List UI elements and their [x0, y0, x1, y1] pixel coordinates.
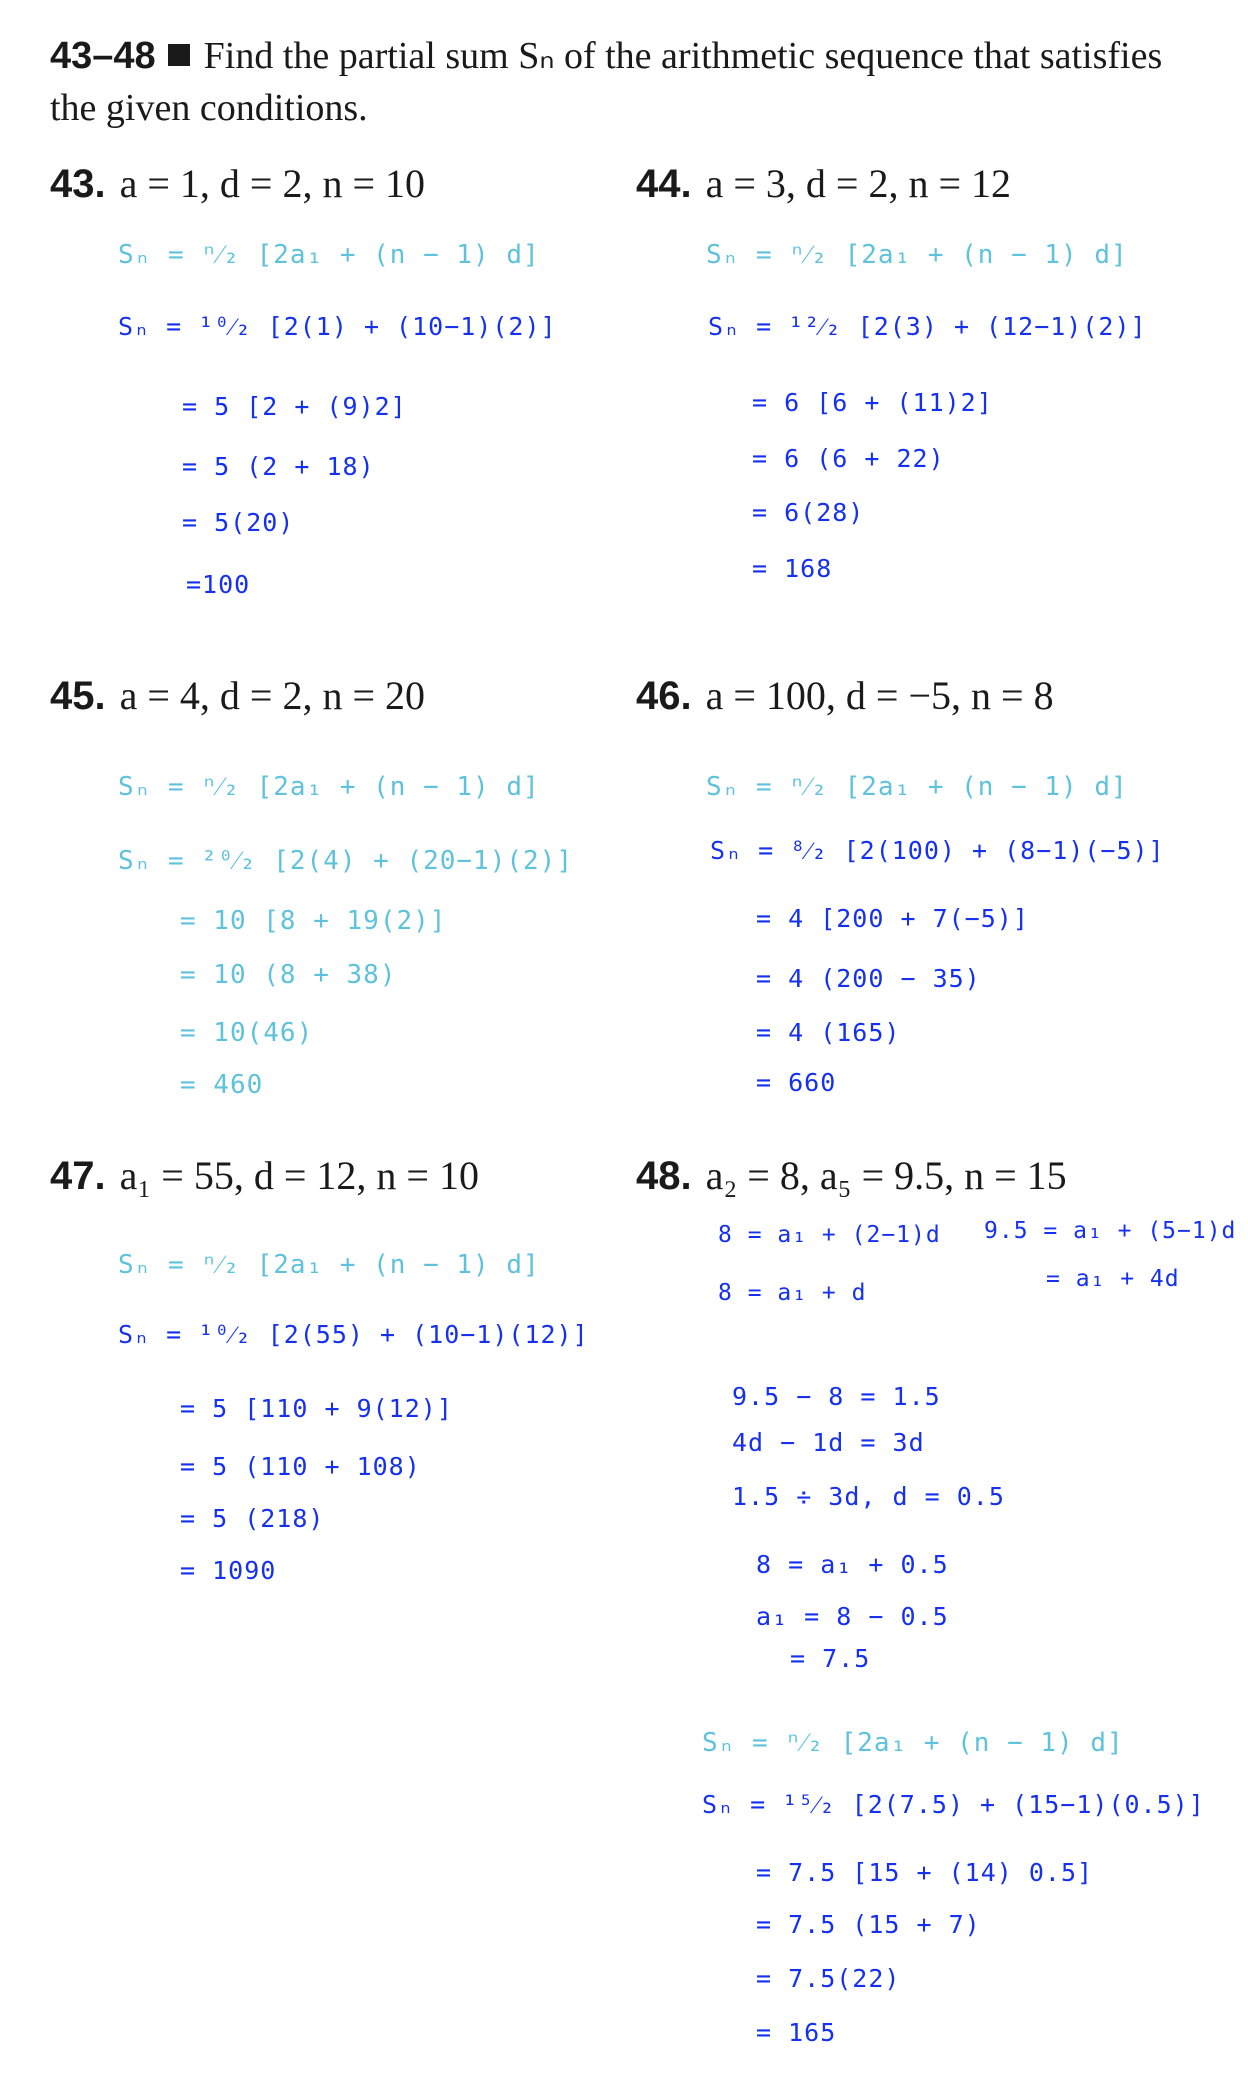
problem-45-step: = 10 (8 + 38) — [180, 960, 397, 990]
problem-46-formula: Sₙ = ⁿ⁄₂ [2a₁ + (n − 1) d] — [706, 772, 1128, 802]
problem-45-formula: Sₙ = ⁿ⁄₂ [2a₁ + (n − 1) d] — [118, 772, 540, 802]
problem-47-step: = 5 [110 + 9(12)] — [180, 1394, 453, 1423]
problem-45-step: = 10(46) — [180, 1018, 314, 1048]
problem-45-header — [50, 672, 425, 719]
problem-number: 45. — [50, 674, 106, 718]
problem-condition: a₂ = 8, a₅ = 9.5, n = 15 — [705, 1153, 1067, 1198]
problem-range: 43–48 — [50, 35, 156, 77]
problem-48-work: 9.5 = a₁ + (5−1)d — [984, 1218, 1237, 1244]
square-bullet-icon — [168, 44, 190, 66]
problem-48-find-a1: = 7.5 — [790, 1644, 871, 1673]
problem-48-work: 8 = a₁ + d — [718, 1280, 867, 1306]
problem-47-step: Sₙ = ¹⁰⁄₂ [2(55) + (10−1)(12)] — [118, 1320, 589, 1349]
problem-48-solve: 4d − 1d = 3d — [732, 1428, 925, 1457]
problem-number: 44. — [636, 162, 692, 206]
instruction-text: Find the partial sum Sₙ of the arithmetic sequence that satisfies the given conditions. — [50, 35, 1163, 129]
problem-48-formula: Sₙ = ⁿ⁄₂ [2a₁ + (n − 1) d] — [702, 1728, 1124, 1758]
problem-46-step: = 660 — [756, 1068, 837, 1097]
problem-44-step: Sₙ = ¹²⁄₂ [2(3) + (12−1)(2)] — [708, 312, 1147, 341]
problem-48-work: 8 = a₁ + (2−1)d — [718, 1222, 941, 1248]
problem-number: 43. — [50, 162, 106, 206]
problem-number: 47. — [50, 1154, 106, 1198]
problem-46-step: Sₙ = ⁸⁄₂ [2(100) + (8−1)(−5)] — [710, 836, 1165, 865]
problem-46-header — [636, 672, 1054, 719]
problem-43-step: Sₙ = ¹⁰⁄₂ [2(1) + (10−1)(2)] — [118, 312, 557, 341]
problem-48-step: = 7.5 [15 + (14) 0.5] — [756, 1858, 1094, 1887]
problem-46-step: = 4 (165) — [756, 1018, 901, 1047]
problem-44-step: = 6 (6 + 22) — [752, 444, 945, 473]
problem-48-step: = 7.5 (15 + 7) — [756, 1910, 981, 1939]
problem-43-step: = 5(20) — [182, 508, 295, 537]
problem-45-step: Sₙ = ²⁰⁄₂ [2(4) + (20−1)(2)] — [118, 846, 573, 876]
problem-43-formula: Sₙ = ⁿ⁄₂ [2a₁ + (n − 1) d] — [118, 240, 540, 270]
problem-46-step: = 4 (200 − 35) — [756, 964, 981, 993]
problem-44-header — [636, 160, 1011, 207]
problem-number: 48. — [636, 1154, 692, 1198]
problem-44-formula: Sₙ = ⁿ⁄₂ [2a₁ + (n − 1) d] — [706, 240, 1128, 270]
problem-48-step: = 7.5(22) — [756, 1964, 901, 1993]
instructions — [50, 30, 1200, 134]
problem-47-header — [50, 1152, 479, 1199]
problem-44-step: = 168 — [752, 554, 833, 583]
problem-condition: a₁ = 55, d = 12, n = 10 — [119, 1153, 479, 1198]
problem-condition: a = 1, d = 2, n = 10 — [119, 161, 426, 206]
problem-48-header — [636, 1152, 1067, 1199]
problem-48-work: = a₁ + 4d — [1046, 1266, 1180, 1292]
problem-47-step: = 5 (110 + 108) — [180, 1452, 421, 1481]
problem-48-find-a1: a₁ = 8 − 0.5 — [756, 1602, 949, 1631]
problem-48-solve: 9.5 − 8 = 1.5 — [732, 1382, 941, 1411]
problem-48-step: Sₙ = ¹⁵⁄₂ [2(7.5) + (15−1)(0.5)] — [702, 1790, 1205, 1819]
problem-47-formula: Sₙ = ⁿ⁄₂ [2a₁ + (n − 1) d] — [118, 1250, 540, 1280]
problem-45-step: = 10 [8 + 19(2)] — [180, 906, 447, 936]
problem-condition: a = 100, d = −5, n = 8 — [705, 673, 1054, 718]
problem-43-header — [50, 160, 425, 207]
problem-condition: a = 4, d = 2, n = 20 — [119, 673, 426, 718]
problem-condition: a = 3, d = 2, n = 12 — [705, 161, 1012, 206]
problem-45-step: = 460 — [180, 1070, 264, 1100]
problem-48-step: = 165 — [756, 2018, 837, 2047]
problem-46-step: = 4 [200 + 7(−5)] — [756, 904, 1029, 933]
problem-48-find-a1: 8 = a₁ + 0.5 — [756, 1550, 949, 1579]
problem-47-step: = 1090 — [180, 1556, 277, 1585]
problem-43-step: = 5 (2 + 18) — [182, 452, 375, 481]
problem-47-step: = 5 (218) — [180, 1504, 325, 1533]
problem-43-step: = 5 [2 + (9)2] — [182, 392, 407, 421]
problem-43-step: =100 — [186, 570, 251, 599]
problem-44-step: = 6(28) — [752, 498, 865, 527]
problem-48-solve: 1.5 ÷ 3d, d = 0.5 — [732, 1482, 1005, 1511]
problem-44-step: = 6 [6 + (11)2] — [752, 388, 993, 417]
problem-number: 46. — [636, 674, 692, 718]
